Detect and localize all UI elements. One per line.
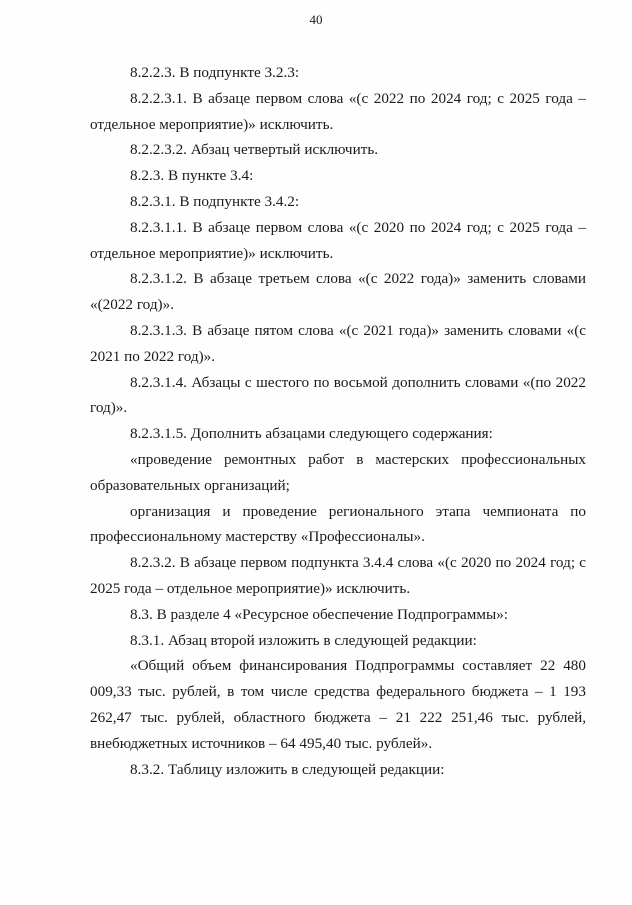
paragraph: 8.2.3.1.4. Абзацы с шестого по восьмой дополнить словами «(по 2022 год)». <box>90 373 586 417</box>
paragraph: 8.2.3.1.1. В абзаце первом слова «(с 2020 по 2024 год; с 2025 года – отдельное мероприятие)» исключить. <box>90 218 586 262</box>
page-number: 40 <box>309 12 323 27</box>
quoted-paragraph: «Общий объем финансирования Подпрограммы составляет 22 480 009,33 тыс. рублей, в том числе средства федерального бюджета – 1 193 262,47 тыс. рублей, областного бюджета – 21 222 251,46 тыс. рублей, внебюджетных источников – 64 495,40 тыс. рублей». <box>90 657 586 752</box>
paragraph: 8.2.3.1. В подпункте 3.4.2: <box>130 192 300 210</box>
paragraph: 8.2.3.1.5. Дополнить абзацами следующего содержания: <box>130 425 493 443</box>
quoted-paragraph: «проведение ремонтных работ в мастерских профессиональных образовательных организаций; <box>90 450 586 494</box>
paragraph: 8.3.1. Абзац второй изложить в следующей редакции: <box>130 631 477 649</box>
paragraph: 8.2.2.3.1. В абзаце первом слова «(с 2022 по 2024 год; с 2025 года – отдельное мероприятие)» исключить. <box>90 89 586 133</box>
paragraph: 8.2.2.3.2. Абзац четвертый исключить. <box>130 141 379 159</box>
paragraph: 8.3. В разделе 4 «Ресурсное обеспечение Подпрограммы»: <box>130 605 509 623</box>
paragraph: 8.2.2.3. В подпункте 3.2.3: <box>130 64 300 81</box>
paragraph: 8.2.3.2. В абзаце первом подпункта 3.4.4 слова «(с 2020 по 2024 год; с 2025 года – отдельное мероприятие)» исключить. <box>90 554 586 597</box>
document-body <box>90 60 586 782</box>
paragraph: 8.3.2. Таблицу изложить в следующей редакции: <box>130 760 445 778</box>
quoted-paragraph: организация и проведение регионального этапа чемпионата по профессиональному мастерству «Профессионалы». <box>90 502 586 546</box>
paragraph: 8.2.3.1.3. В абзаце пятом слова «(с 2021 года)» заменить словами «(с 2021 по 2022 год)». <box>90 321 586 365</box>
paragraph: 8.2.3.1.2. В абзаце третьем слова «(с 2022 года)» заменить словами «(2022 год)». <box>90 270 586 314</box>
paragraph: 8.2.3. В пункте 3.4: <box>130 167 254 185</box>
